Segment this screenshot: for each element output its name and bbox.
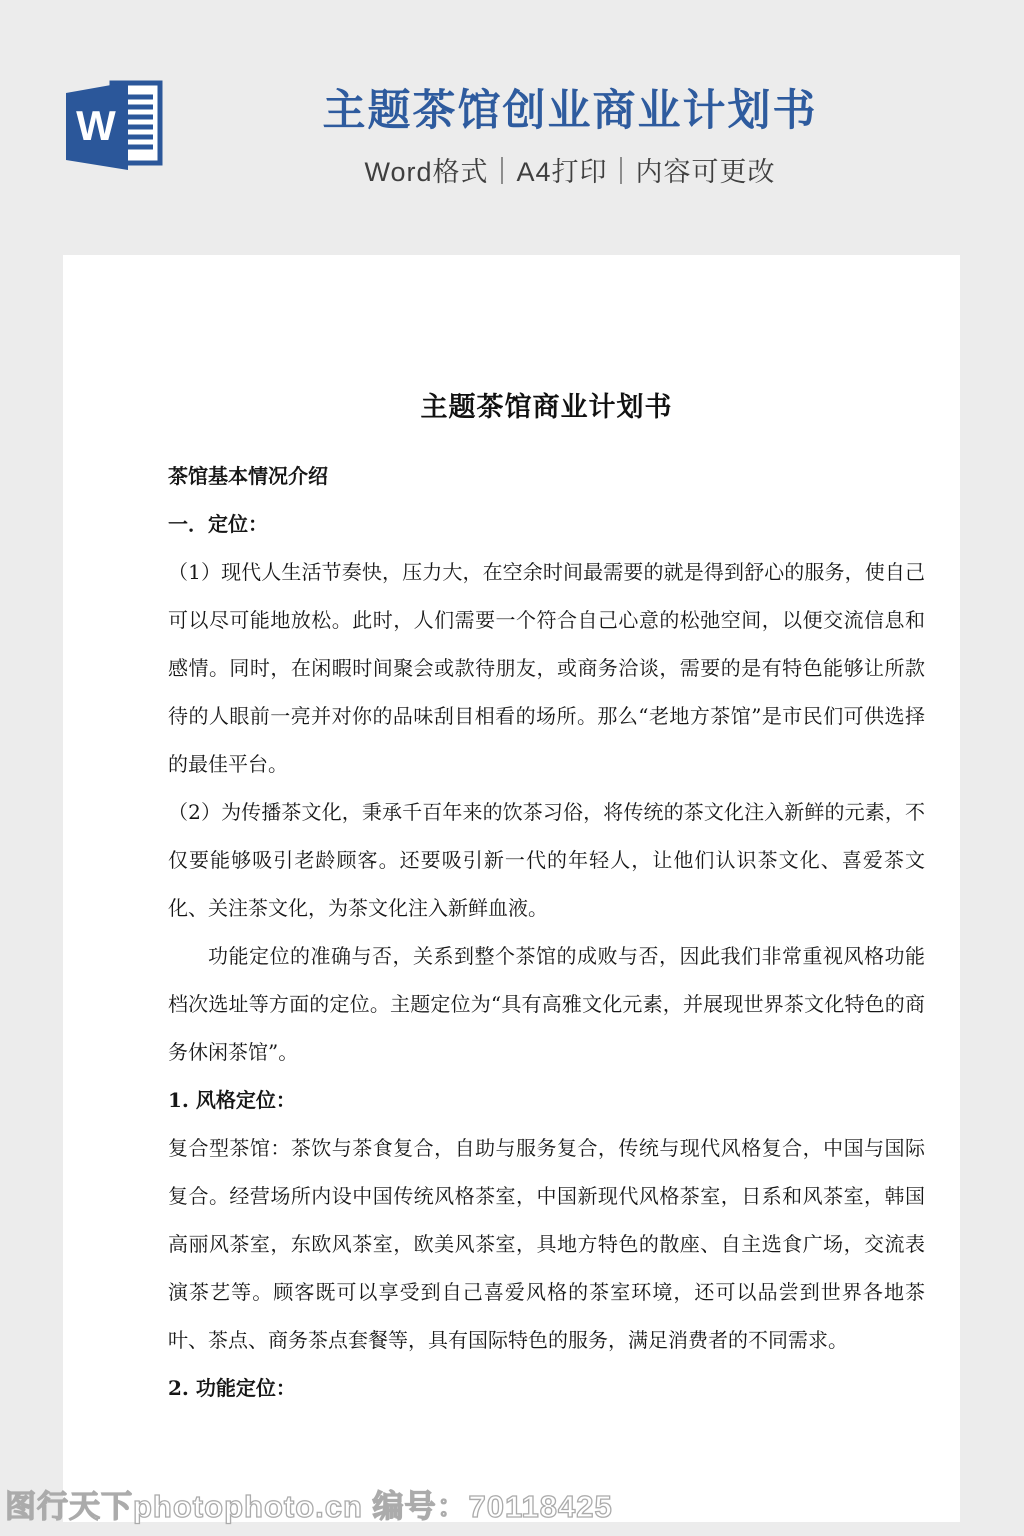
paragraph-positioning-1: （1）现代人生活节奏快，压力大，在空余时间最需要的就是得到舒心的服务，使自己可以尽可能地放松。此时，人们需要一个符合自己心意的松弛空间，以便交流信息和感情。同时，在闲暇时间聚会或款待朋友，或商务洽谈，需要的是有特色能够让所款待的人眼前一亮并对你的品味刮目相看的场所。那么“老地方茶馆”是市民们可供选择的最佳平台。 <box>168 560 925 776</box>
document-title: 主题茶馆商业计划书 <box>420 392 673 423</box>
document-body <box>168 452 925 1412</box>
header-text-block <box>0 88 1024 189</box>
document-page <box>63 255 960 1522</box>
section-heading-function: 2. 功能定位： <box>168 1376 296 1400</box>
paragraph-style-detail: 复合型茶馆：茶饮与茶食复合，自助与服务复合，传统与现代风格复合，中国与国际复合。经营场所内设中国传统风格茶室，中国新现代风格茶室，日系和风茶室，韩国高丽风茶室，东欧风茶室，欧美风茶室，具地方特色的散座、自主选食广场，交流表演茶艺等。顾客既可以享受到自己喜爱风格的茶室环境，还可以品尝到世界各地茶叶、茶点、商务茶点套餐等，具有国际特色的服务，满足消费者的不同需求。 <box>168 1136 925 1352</box>
template-subtitle: Word格式｜A4打印｜内容可更改 <box>364 157 776 188</box>
watermark: 图行天下photophoto.cn 编号：70118425 <box>5 1489 613 1524</box>
svg-text:W: W <box>76 102 116 149</box>
section-heading-intro: 茶馆基本情况介绍 <box>168 464 328 488</box>
template-title: 主题茶馆创业商业计划书 <box>322 87 818 135</box>
paragraph-positioning-2: （2）为传播茶文化，秉承千百年来的饮茶习俗，将传统的茶文化注入新鲜的元素，不仅要能够吸引老龄顾客。还要吸引新一代的年轻人，让他们认识茶文化、喜爱茶文化、关注茶文化，为茶文化注入新鲜血液。 <box>168 800 925 920</box>
section-heading-style: 1. 风格定位： <box>168 1088 296 1112</box>
paragraph-function-theme: 功能定位的准确与否，关系到整个茶馆的成败与否，因此我们非常重视风格功能档次选址等方面的定位。主题定位为“具有高雅文化元素，并展现世界茶文化特色的商务休闲茶馆”。 <box>168 944 925 1064</box>
section-heading-position: 一．定位： <box>168 512 268 536</box>
template-header <box>0 0 1024 255</box>
